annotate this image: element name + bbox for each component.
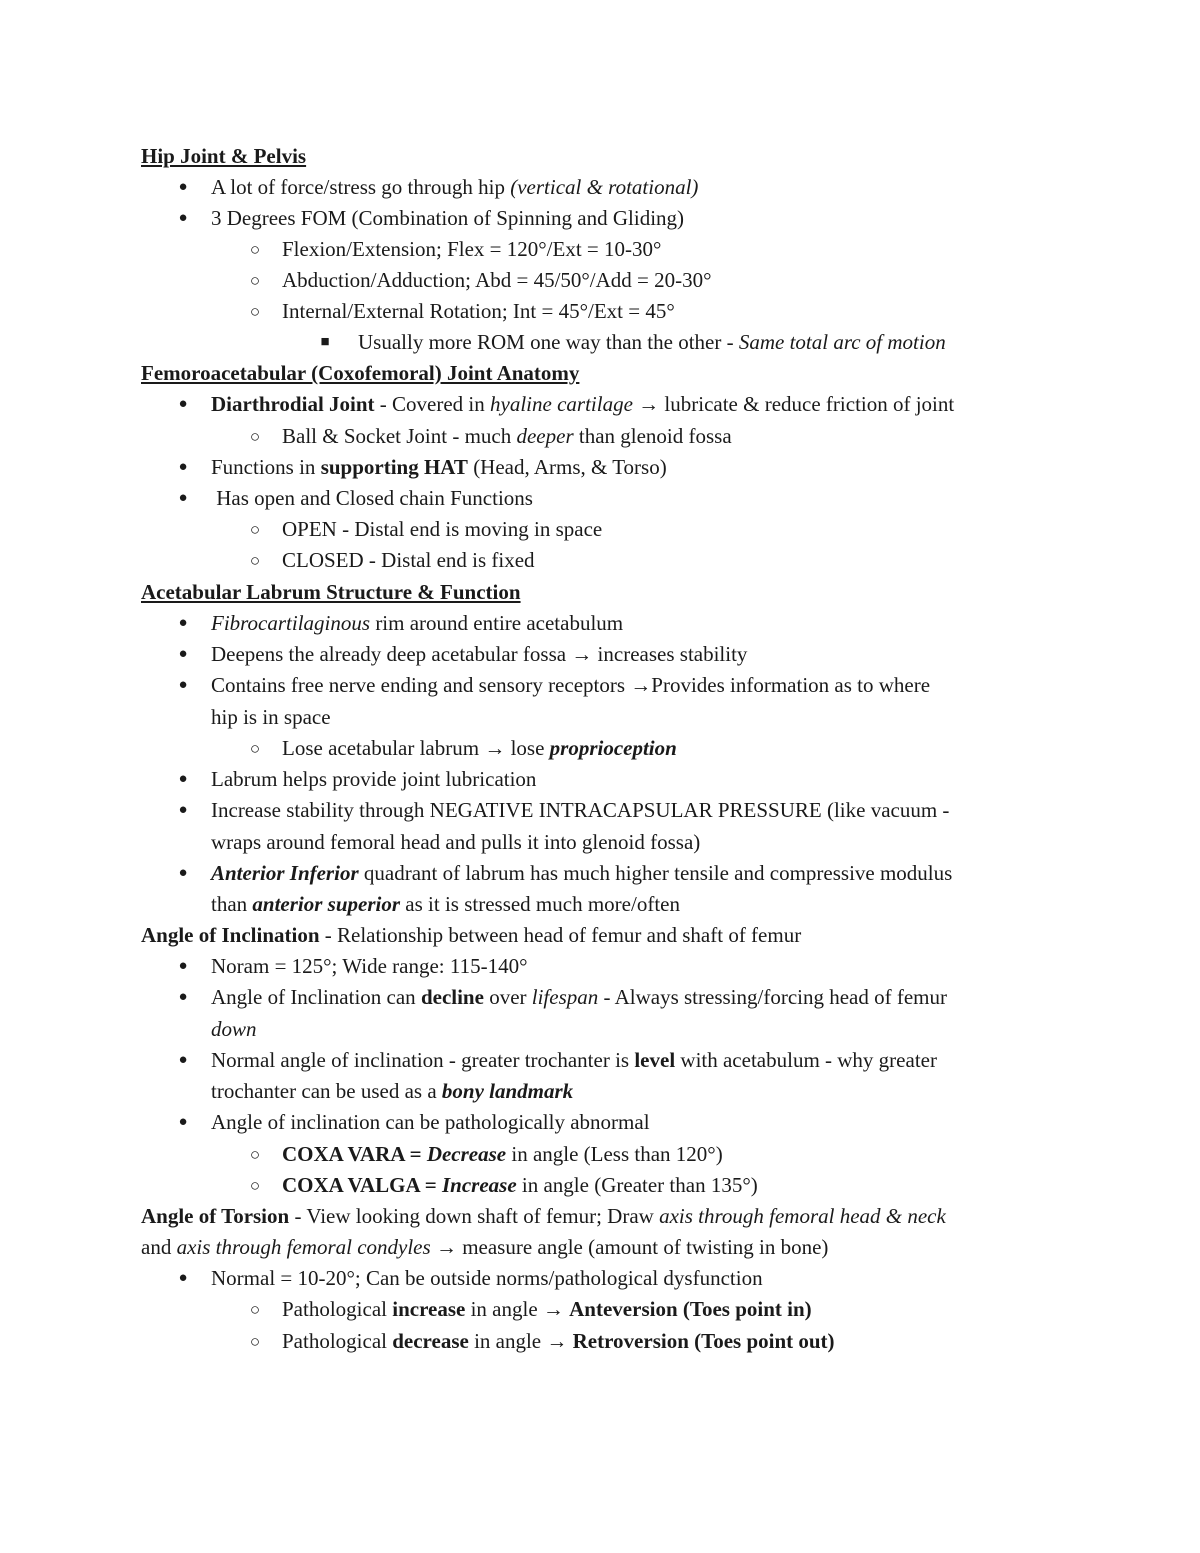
circle-bullet-icon: ○ bbox=[249, 427, 261, 446]
bullet-icon: ● bbox=[178, 210, 188, 226]
bullet-icon: ● bbox=[178, 1052, 188, 1068]
circle-bullet-icon: ○ bbox=[249, 1145, 261, 1164]
heading-text: Hip Joint & Pelvis bbox=[141, 144, 307, 168]
bullet-icon: ● bbox=[178, 677, 188, 693]
circle-bullet-icon: ○ bbox=[249, 551, 261, 570]
circle-bullet-icon: ○ bbox=[249, 739, 261, 758]
circle-bullet-icon: ○ bbox=[249, 1332, 261, 1351]
bullet-icon: ● bbox=[178, 1270, 188, 1286]
circle-bullet-icon: ○ bbox=[249, 240, 261, 259]
bullet-icon: ● bbox=[178, 490, 188, 506]
bullet-icon: ● bbox=[178, 865, 188, 881]
bullet-icon: ● bbox=[178, 179, 188, 195]
document-page: Hip Joint & Pelvis ● A lot of force/stress go through hip (vertical & rotational) ● 3 Degrees FOM (Combination of Spinning and Gliding) ○ Flexion/Extension; Flex = 120°/Ext = 10-30° ○ Abduction/Adduction; Abd = 45/50°/Add = 20-30° ○ Internal/External Rotation; Int = 45°/Ext = 45° ■ Usually more ROM one way than the other - Same total arc of motion Femoroacetabular (Coxofemoral) Joint Anatomy ● Diarthrodial Joint - Covered in hyaline cartilage → lubricate & reduce friction of joint ○ Ball & Socket Joint - much deeper than glenoid fossa ● Functions in supporting HAT (Head, Arms, & Torso) ● Has open and Closed chain Functions ○ OPEN - Distal end is moving in space ○ CLOSED - Distal end is fixed Acetabular Labrum Structure & Function ● Fibrocartilaginous rim around entire acetabulum ● Deepens the already deep acetabular fossa → increases stability ● Contains free nerve ending and sensory receptors →Provides information as to where hip is in space ○ Lose acetabular labrum → lose proprioception ● Labrum helps provide joint lubrication ● Increase stability through NEGATIVE INTRACAPSULAR PRESSURE (like vacuum - wraps around femoral head and pulls it into glenoid fossa) ● Anterior Inferior quadrant of labrum has much higher tensile and compressive modulus than anterior superior as it is stressed much more/often Angle of Inclination - Relationship between head of femur and shaft of femur ● Noram = 125°; Wide range: 115-140° ● Angle of Inclination can decline over lifespan - Always stressing/forcing head of femur down ● Normal angle of inclination - greater trochanter is level with acetabulum - why greater trochanter can be used as a bony landmark ● Angle of inclination can be pathologically abnormal ○ COXA VARA = Decrease in angle (Less than 120°) ○ COXA VALGA = Increase in angle (Greater than 135°) Angle of Torsion - View looking down shaft of femur; Draw axis through femoral head & neck and axis through femoral condyles → measure angle (amount of twisting in bone) ● Normal = 10-20°; Can be outside norms/pathological dysfunction ○ Pathological increase in angle → Anteversion (Toes point in) ○ Pathological decrease in angle → Retroversion (Toes point out) bbox=[0, 0, 1200, 1553]
bullet-icon: ● bbox=[178, 459, 188, 475]
circle-bullet-icon: ○ bbox=[249, 520, 261, 539]
heading-text: Acetabular Labrum Structure & Function bbox=[141, 580, 521, 604]
bullet-icon: ● bbox=[178, 396, 188, 412]
bullet-icon: ● bbox=[178, 1114, 188, 1130]
bullet-icon: ● bbox=[178, 646, 188, 662]
circle-bullet-icon: ○ bbox=[249, 1176, 261, 1195]
bullet-icon: ● bbox=[178, 989, 188, 1005]
square-bullet-icon: ■ bbox=[320, 334, 330, 350]
bullet-icon: ● bbox=[178, 615, 188, 631]
circle-bullet-icon: ○ bbox=[249, 1300, 261, 1319]
heading-text: Femoroacetabular (Coxofemoral) Joint Anatomy bbox=[141, 361, 580, 385]
bullet-icon: ● bbox=[178, 958, 188, 974]
bullet-icon: ● bbox=[178, 771, 188, 787]
circle-bullet-icon: ○ bbox=[249, 271, 261, 290]
bullet-icon: ● bbox=[178, 802, 188, 818]
circle-bullet-icon: ○ bbox=[249, 302, 261, 321]
